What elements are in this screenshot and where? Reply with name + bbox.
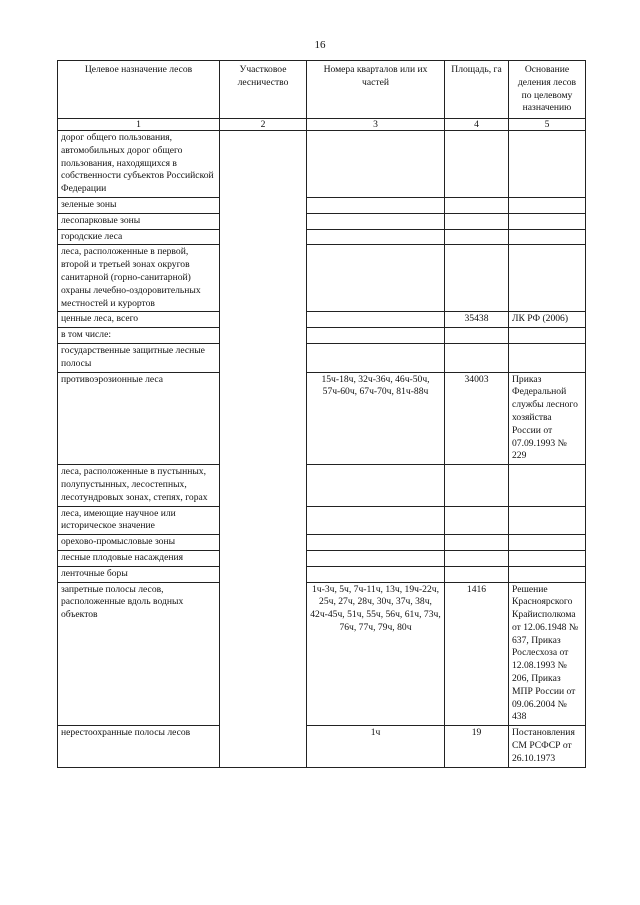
header-quarters: Номера кварталов или их частей <box>307 61 445 119</box>
purpose-cell: противоэрозионные леса <box>58 372 220 465</box>
quarters-cell: 1ч <box>307 726 445 767</box>
quarters-cell: 15ч-18ч, 32ч-36ч, 46ч-50ч, 57ч-60ч, 67ч-70ч, 81ч-88ч <box>307 372 445 465</box>
table-row <box>58 506 586 535</box>
quarters-cell <box>307 550 445 566</box>
forest-purpose-table <box>57 60 586 768</box>
table-row <box>58 312 586 328</box>
table-row <box>58 229 586 245</box>
quarters-cell: 1ч-3ч, 5ч, 7ч-11ч, 13ч, 19ч-22ч, 25ч, 27ч, 28ч, 30ч, 37ч, 38ч, 42ч-45ч, 51ч, 55ч, 56ч, 61ч, 73ч, 76ч, 77ч, 79ч, 80ч <box>307 582 445 726</box>
table-row <box>58 535 586 551</box>
quarters-cell <box>307 328 445 344</box>
quarters-cell <box>307 566 445 582</box>
area-cell: 34003 <box>445 372 509 465</box>
basis-cell <box>509 213 586 229</box>
column-number: 4 <box>445 119 509 131</box>
basis-cell: Решение Красноярского Крайисполкома от 12.06.1948 № 637, Приказ Рослесхоза от 12.08.1993 № 206, Приказ МПР России от 09.06.2004 № 438 <box>509 582 586 726</box>
quarters-cell <box>307 197 445 213</box>
column-number: 5 <box>509 119 586 131</box>
column-number-row <box>58 119 586 131</box>
column-number: 3 <box>307 119 445 131</box>
table-row <box>58 213 586 229</box>
area-cell <box>445 131 509 198</box>
purpose-cell: лесопарковые зоны <box>58 213 220 229</box>
basis-cell: ЛК РФ (2006) <box>509 312 586 328</box>
area-cell <box>445 229 509 245</box>
purpose-cell: зеленые зоны <box>58 197 220 213</box>
table-row <box>58 245 586 312</box>
basis-cell <box>509 197 586 213</box>
purpose-cell: городские леса <box>58 229 220 245</box>
quarters-cell <box>307 506 445 535</box>
basis-cell: Приказ Федеральной службы лесного хозяйства России от 07.09.1993 № 229 <box>509 372 586 465</box>
basis-cell <box>509 506 586 535</box>
quarters-cell <box>307 343 445 372</box>
basis-cell <box>509 343 586 372</box>
quarters-cell <box>307 131 445 198</box>
purpose-cell: лесные плодовые насаждения <box>58 550 220 566</box>
table-row <box>58 372 586 465</box>
column-number: 1 <box>58 119 220 131</box>
header-district: Участковое лесничество <box>220 61 307 119</box>
area-cell: 1416 <box>445 582 509 726</box>
purpose-cell: запретные полосы лесов, расположенные вдоль водных объектов <box>58 582 220 726</box>
purpose-cell: нерестоохранные полосы лесов <box>58 726 220 767</box>
table-row <box>58 566 586 582</box>
basis-cell <box>509 550 586 566</box>
table-row <box>58 197 586 213</box>
quarters-cell <box>307 229 445 245</box>
basis-cell <box>509 229 586 245</box>
purpose-cell: ленточные боры <box>58 566 220 582</box>
area-cell <box>445 343 509 372</box>
purpose-cell: в том числе: <box>58 328 220 344</box>
area-cell <box>445 550 509 566</box>
table-row <box>58 328 586 344</box>
table-row <box>58 550 586 566</box>
basis-cell <box>509 245 586 312</box>
table-row <box>58 582 586 726</box>
area-cell <box>445 197 509 213</box>
table-row <box>58 465 586 506</box>
quarters-cell <box>307 245 445 312</box>
header-area: Площадь, га <box>445 61 509 119</box>
area-cell <box>445 506 509 535</box>
purpose-cell: леса, имеющие научное или историческое значение <box>58 506 220 535</box>
quarters-cell <box>307 312 445 328</box>
page-number: 16 <box>314 39 326 51</box>
table-row <box>58 131 586 198</box>
purpose-cell: леса, расположенные в первой, второй и третьей зонах округов санитарной (горно-санитарной) охраны лечебно-оздоровительных местностей и курортов <box>58 245 220 312</box>
basis-cell <box>509 465 586 506</box>
table-row <box>58 343 586 372</box>
purpose-cell: дорог общего пользования, автомобильных дорог общего пользования, находящихся в собственности субъектов Российской Федерации <box>58 131 220 198</box>
table-row <box>58 726 586 767</box>
area-cell: 35438 <box>445 312 509 328</box>
basis-cell <box>509 131 586 198</box>
area-cell <box>445 566 509 582</box>
basis-cell <box>509 566 586 582</box>
area-cell <box>445 535 509 551</box>
basis-cell: Постановления СМ РСФСР от 26.10.1973 <box>509 726 586 767</box>
header-purpose: Целевое назначение лесов <box>58 61 220 119</box>
purpose-cell: орехово-промысловые зоны <box>58 535 220 551</box>
area-cell: 19 <box>445 726 509 767</box>
basis-cell <box>509 535 586 551</box>
area-cell <box>445 328 509 344</box>
quarters-cell <box>307 465 445 506</box>
district-cell <box>220 131 307 768</box>
column-number: 2 <box>220 119 307 131</box>
quarters-cell <box>307 535 445 551</box>
header-basis: Основание деления лесов по целевому назначению <box>509 61 586 119</box>
purpose-cell: ценные леса, всего <box>58 312 220 328</box>
quarters-cell <box>307 213 445 229</box>
area-cell <box>445 213 509 229</box>
purpose-cell: государственные защитные лесные полосы <box>58 343 220 372</box>
basis-cell <box>509 328 586 344</box>
area-cell <box>445 245 509 312</box>
purpose-cell: леса, расположенные в пустынных, полупустынных, лесостепных, лесотундровых зонах, степях, горах <box>58 465 220 506</box>
header-row <box>58 61 586 119</box>
area-cell <box>445 465 509 506</box>
